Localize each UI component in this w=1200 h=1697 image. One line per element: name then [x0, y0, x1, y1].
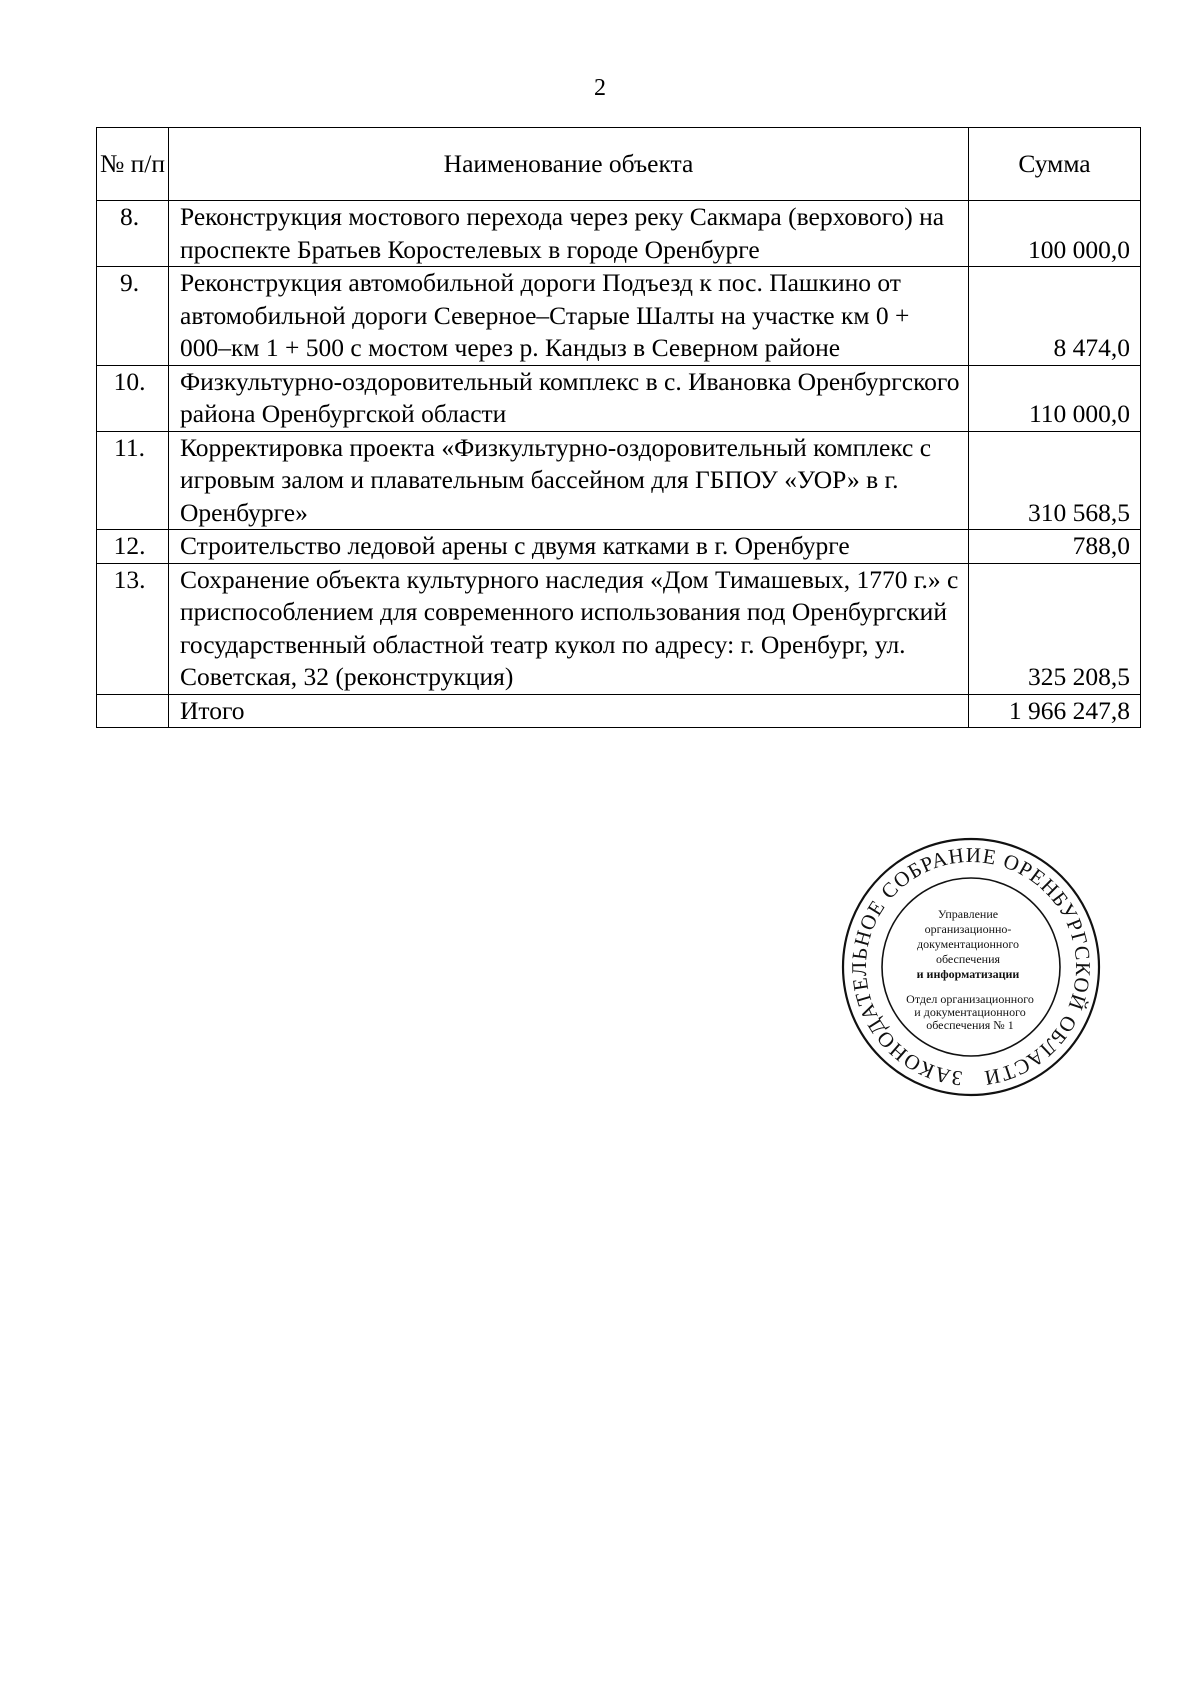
table-row [97, 365, 1141, 431]
stamp-line: организационно- [924, 922, 1012, 936]
row-name: Реконструкция автомобильной дороги Подъезд к пос. Пашкино от автомобильной дороги Северное–Старые Шалты на участке км 0 + 000–км 1 + 500 с мостом через р. Кандыз в Северном районе [169, 267, 969, 366]
row-num: 11. [97, 431, 169, 530]
row-name: Сохранение объекта культурного наследия «Дом Тимашевых, 1770 г.» с приспособлением для современного использования под Оренбургский государственный областной театр кукол по адресу: г. Оренбург, ул. Советская, 32 (реконструкция) [169, 563, 969, 694]
stamp-line: обеспечения № 1 [926, 1018, 1014, 1032]
row-sum: 110 000,0 [969, 365, 1141, 431]
stamp-line: Отдел организационного [906, 992, 1034, 1006]
table-header-row [97, 128, 1141, 201]
page-number: 2 [594, 75, 606, 101]
header-num: № п/п [97, 128, 169, 201]
table-row [97, 267, 1141, 366]
row-name: Физкультурно-оздоровительный комплекс в с. Ивановка Оренбургского района Оренбургской области [169, 365, 969, 431]
official-stamp [840, 836, 1102, 1098]
stamp-ring-text: ЗАКОНОДАТЕЛЬНОЕ СОБРАНИЕ ОРЕНБУРГСКОЙ ОБЛАСТИ [846, 842, 1096, 1091]
row-sum: 100 000,0 [969, 201, 1141, 267]
table-total-row [97, 694, 1141, 728]
row-num: 13. [97, 563, 169, 694]
row-name: Строительство ледовой арены с двумя катками в г. Оренбурге [169, 530, 969, 564]
row-sum: 310 568,5 [969, 431, 1141, 530]
row-sum: 8 474,0 [969, 267, 1141, 366]
row-name: Корректировка проекта «Физкультурно-оздоровительный комплекс с игровым залом и плавательным бассейном для ГБПОУ «УОР» в г. Оренбурге» [169, 431, 969, 530]
total-sum: 1 966 247,8 [969, 694, 1141, 728]
row-num: 12. [97, 530, 169, 564]
stamp-line: Управление [937, 907, 999, 921]
stamp-line: и документационного [914, 1005, 1026, 1019]
total-label: Итого [169, 694, 969, 728]
table-row [97, 530, 1141, 564]
header-name: Наименование объекта [169, 128, 969, 201]
stamp-line: документационного [917, 937, 1019, 951]
table-row [97, 201, 1141, 267]
row-sum: 325 208,5 [969, 563, 1141, 694]
row-num: 10. [97, 365, 169, 431]
row-name: Реконструкция мостового перехода через реку Сакмара (верхового) на проспекте Братьев Коростелевых в городе Оренбурге [169, 201, 969, 267]
stamp-line: обеспечения [935, 952, 1001, 966]
row-num: 8. [97, 201, 169, 267]
row-num: 9. [97, 267, 169, 366]
stamp-line: и информатизации [916, 967, 1020, 981]
header-sum: Сумма [969, 128, 1141, 201]
total-num [97, 694, 169, 728]
row-sum: 788,0 [969, 530, 1141, 564]
table-row [97, 563, 1141, 694]
objects-table [96, 127, 1141, 728]
table-row [97, 431, 1141, 530]
